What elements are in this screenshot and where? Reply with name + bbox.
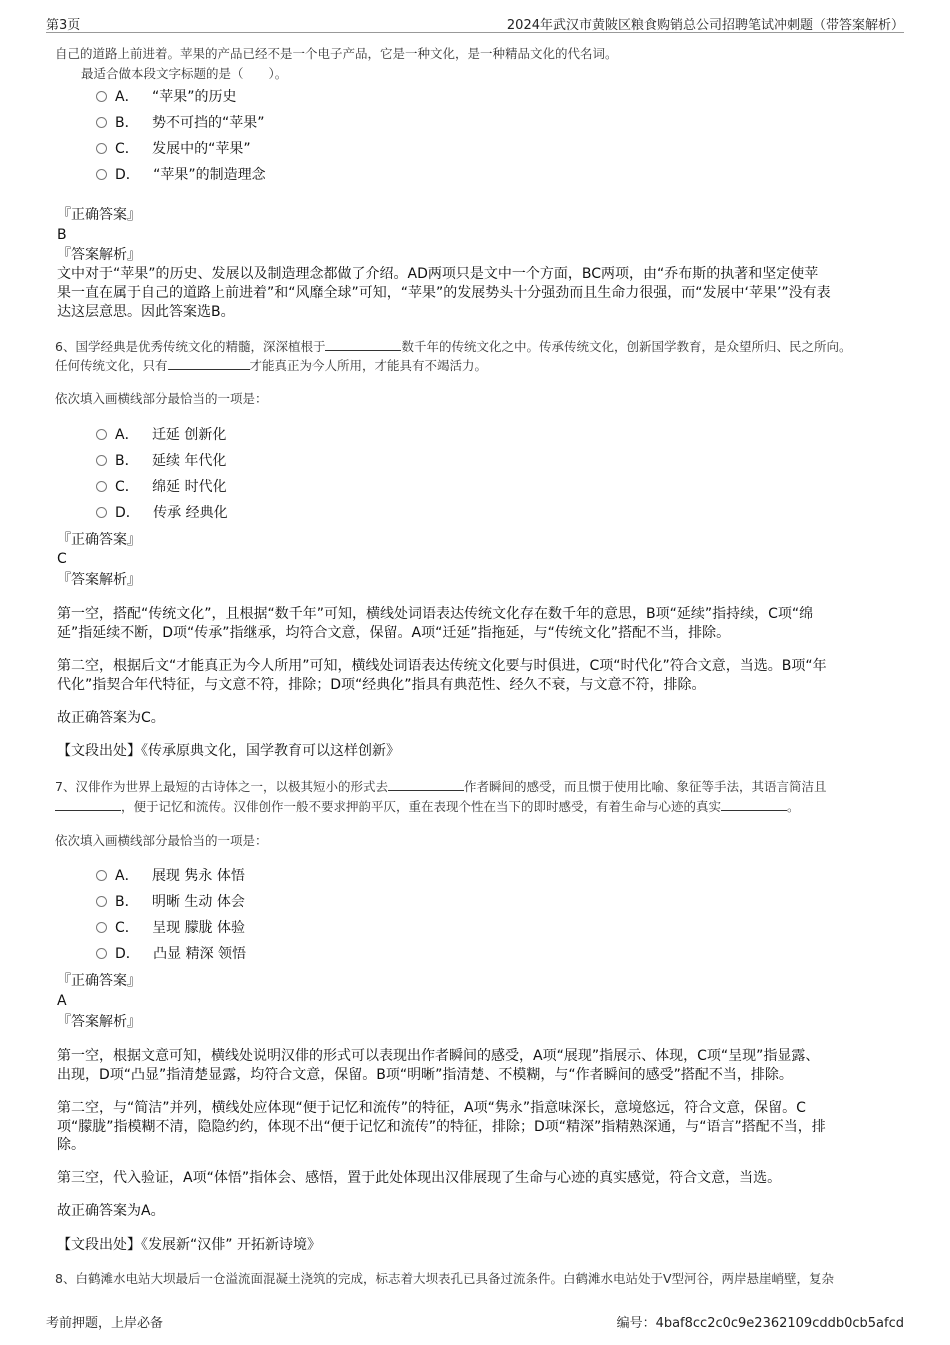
- q8-stem: 8、白鹤滩水电站大坝最后一仓溢流面混凝土浇筑的完成，标志着大坝表孔已具备过流条件。白鹤滩水电站处于V型河谷，两岸悬崖峭壁，复杂: [55, 1271, 835, 1286]
- q7-analysis-p2-line2: 项“朦胧”指模糊不清，隐隐约约，体现不出“便于记忆和流传”的特征，排除；D项“精深”指精熟深通，与“语言”搭配不当，排: [57, 1119, 826, 1135]
- page-footer: [46, 1312, 904, 1330]
- q7-analysis-p1-line2: 出现，D项“凸显”指清楚显露，均符合文意，保留。B项“明晰”指清楚、不模糊，与“作者瞬间的感受”搭配不当，排除。: [57, 1067, 793, 1083]
- q7-analysis-label: 『答案解析』: [57, 1014, 141, 1030]
- q6-option-a[interactable]: A． 迁延 创新化: [96, 425, 226, 445]
- q7-analysis-p2-line1: 第二空，与“简洁”并列，横线处应体现“便于记忆和流传”的特征，A项“隽永”指意味深长，意境悠远，符合文意，保留。C: [57, 1100, 806, 1116]
- page-number: 第3页: [46, 18, 81, 33]
- q6-prompt: 依次填入画横线部分最恰当的一项是：: [55, 391, 268, 406]
- q6-analysis-p1-line1: 第一空，搭配“传统文化”，且根据“数千年”可知，横线处词语表达传统文化存在数千年的意思，B项“延续”指持续，C项“绵: [57, 606, 814, 622]
- radio-icon[interactable]: [96, 948, 107, 959]
- q7-blank-1[interactable]: [388, 778, 464, 791]
- q7-answer-label: 『正确答案』: [57, 973, 141, 989]
- q6-stem-line1: 6、国学经典是优秀传统文化的精髓，深深植根于 数千年的传统文化之中。传承传统文化，创新国学教育，是众望所归、民之所向。: [55, 339, 852, 354]
- radio-icon[interactable]: [96, 896, 107, 907]
- q7-analysis-p3: 第三空，代入验证，A项“体悟”指体会、感悟，置于此处体现出汉俳展现了生命与心迹的真实感觉，符合文意，当选。: [57, 1170, 782, 1186]
- q7-stem-line2: ，便于记忆和流传。汉俳创作一般不要求押韵平仄，重在表现个性在当下的即时感受，有着生命与心迹的真实 。: [55, 797, 900, 816]
- q6-analysis-p2-line2: 代化”指契合年代特征，与文意不符，排除；D项“经典化”指具有典范性、经久不衰，与文意不符，排除。: [57, 677, 706, 693]
- radio-icon[interactable]: [96, 429, 107, 440]
- q6-analysis-p2-line1: 第二空，根据后文“才能真正为今人所用”可知，横线处词语表达传统文化要与时俱进，C项“时代化”符合文意，当选。B项“年: [57, 658, 827, 674]
- q5-option-a[interactable]: A． “苹果”的历史: [96, 87, 236, 107]
- radio-icon[interactable]: [96, 455, 107, 466]
- q5-answer: B: [57, 227, 67, 243]
- q5-option-d[interactable]: D． “苹果”的制造理念: [96, 165, 266, 185]
- q7-option-a[interactable]: A． 展现 隽永 体悟: [96, 866, 245, 886]
- radio-icon[interactable]: [96, 117, 107, 128]
- q7-source: 【文段出处】《发展新“汉俳” 开拓新诗境》: [57, 1237, 321, 1253]
- q7-answer: A: [57, 993, 67, 1009]
- q7-conclusion: 故正确答案为A。: [57, 1203, 165, 1219]
- q5-analysis-line3: 达这层意思。因此答案选B。: [57, 304, 235, 320]
- q6-blank-1[interactable]: [325, 338, 401, 351]
- radio-icon[interactable]: [96, 169, 107, 180]
- q6-analysis-label: 『答案解析』: [57, 572, 141, 588]
- q6-source: 【文段出处】《传承原典文化，国学教育可以这样创新》: [57, 743, 400, 759]
- q7-analysis-p1-line1: 第一空，根据文意可知，横线处说明汉俳的形式可以表现出作者瞬间的感受，A项“展现”指展示、体现，C项“呈现”指显露、: [57, 1048, 820, 1064]
- q5-analysis-line2: 果一直在属于自己的道路上前进着”和“风靡全球”可知，“苹果”的发展势头十分强劲而且生命力很强，而“发展中‘苹果’”没有表: [57, 285, 831, 301]
- q7-option-b[interactable]: B． 明晰 生动 体会: [96, 892, 245, 912]
- q5-option-c[interactable]: C． 发展中的“苹果”: [96, 139, 251, 159]
- radio-icon[interactable]: [96, 143, 107, 154]
- q5-option-b[interactable]: B． 势不可挡的“苹果”: [96, 113, 264, 133]
- q7-option-c[interactable]: C． 呈现 朦胧 体验: [96, 918, 245, 938]
- q6-conclusion: 故正确答案为C。: [57, 710, 165, 726]
- radio-icon[interactable]: [96, 870, 107, 881]
- q6-option-b[interactable]: B． 延续 年代化: [96, 451, 226, 471]
- q5-analysis-line1: 文中对于“苹果”的历史、发展以及制造理念都做了介绍。AD两项只是文中一个方面，BC两项，由“乔布斯的执著和坚定使苹: [57, 266, 819, 282]
- radio-icon[interactable]: [96, 481, 107, 492]
- q5-stem-line2: 最适合做本段文字标题的是（ ）。: [81, 66, 288, 81]
- radio-icon[interactable]: [96, 922, 107, 933]
- q6-option-c[interactable]: C． 绵延 时代化: [96, 477, 227, 497]
- q5-analysis-label: 『答案解析』: [57, 247, 141, 263]
- q7-blank-2[interactable]: [55, 798, 121, 811]
- q7-option-d[interactable]: D． 凸显 精深 领悟: [96, 944, 246, 964]
- radio-icon[interactable]: [96, 507, 107, 518]
- page-header: [46, 14, 904, 33]
- q6-option-d[interactable]: D． 传承 经典化: [96, 503, 228, 523]
- q6-analysis-p1-line2: 延”指延续不断，D项“传承”指继承，均符合文意，保留。A项“迁延”指拖延，与“传统文化”搭配不当，排除。: [57, 625, 731, 641]
- q6-blank-2[interactable]: [168, 357, 250, 370]
- radio-icon[interactable]: [96, 91, 107, 102]
- q7-blank-3[interactable]: [721, 798, 787, 811]
- q7-analysis-p2-line3: 除。: [57, 1137, 85, 1153]
- q5-answer-label: 『正确答案』: [57, 207, 141, 223]
- document-title: 2024年武汉市黄陂区粮食购销总公司招聘笔试冲刺题（带答案解析）: [506, 18, 904, 33]
- footer-slogan: 考前押题，上岸必备: [46, 1316, 164, 1331]
- document-id: 编号：4baf8cc2c0c9e2362109cddb0cb5afcd: [616, 1316, 904, 1331]
- q7-stem-line1: 7、汉俳作为世界上最短的古诗体之一，以极其短小的形式去 作者瞬间的感受，而且惯于使用比喻、象征等手法，其语言简洁且: [55, 779, 827, 794]
- q6-stem-line2: 任何传统文化，只有 才能真正为今人所用，才能具有不竭活力。: [55, 358, 488, 373]
- q6-answer-label: 『正确答案』: [57, 532, 141, 548]
- q7-prompt: 依次填入画横线部分最恰当的一项是：: [55, 833, 268, 848]
- q5-stem-line1: 自己的道路上前进着。苹果的产品已经不是一个电子产品，它是一种文化，是一种精品文化的代名词。: [55, 46, 618, 61]
- q6-answer: C: [57, 551, 67, 567]
